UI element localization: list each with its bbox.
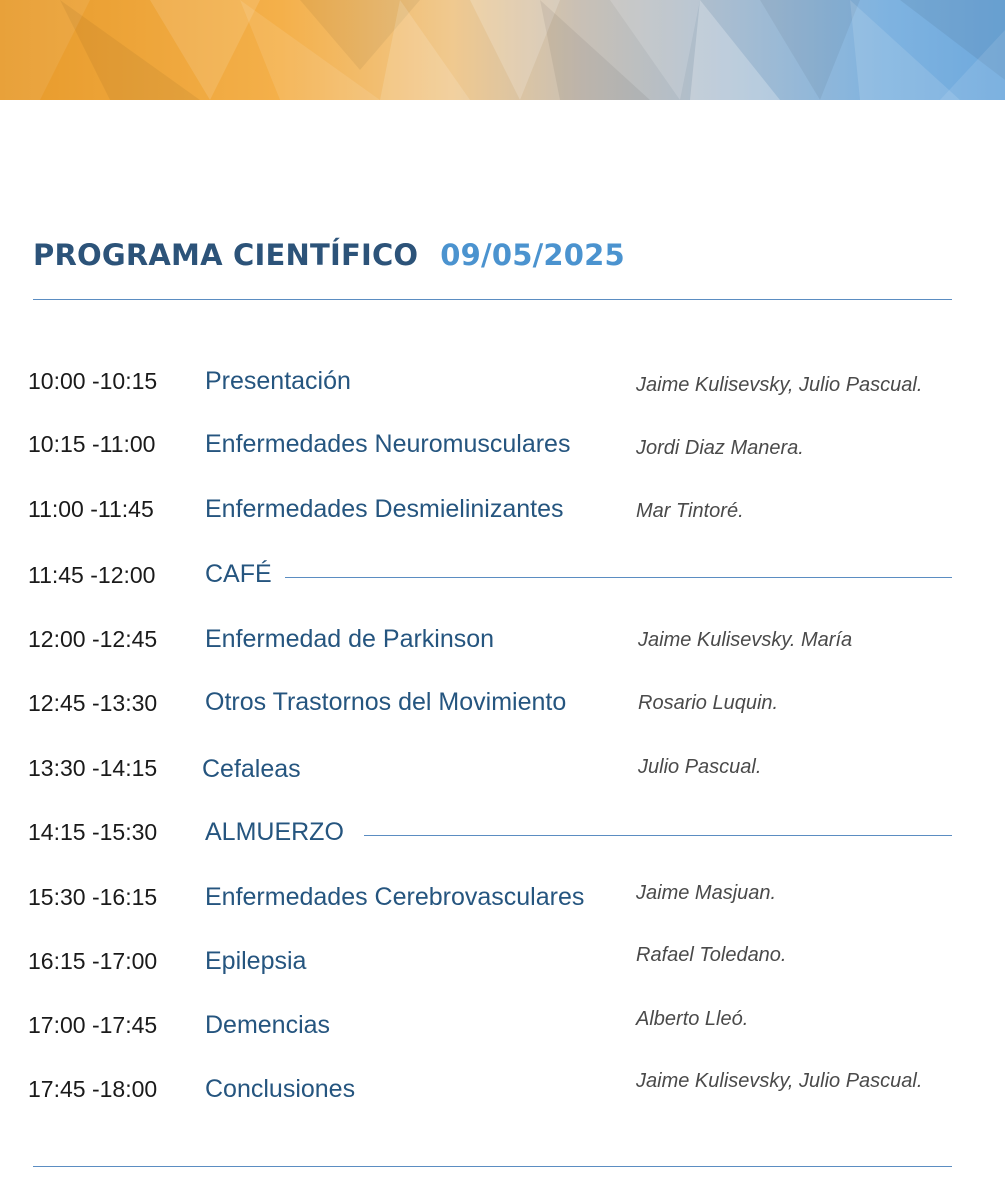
row-time: 13:30 -14:15 xyxy=(28,755,158,781)
row-topic: Enfermedad de Parkinson xyxy=(205,625,495,653)
row-topic: Enfermedades Neuromusculares xyxy=(205,430,571,458)
row-time: 17:00 -17:45 xyxy=(28,1012,158,1038)
row-speaker: Mar Tintoré. xyxy=(636,500,744,522)
page-title xyxy=(33,238,625,284)
footer-divider xyxy=(33,1166,952,1167)
row-topic: Presentación xyxy=(205,367,351,395)
row-speaker: Alberto Lleó. xyxy=(636,1008,749,1030)
row-speaker: Jordi Diaz Manera. xyxy=(636,437,804,459)
row-time: 11:45 -12:00 xyxy=(28,562,156,588)
row-topic: CAFÉ xyxy=(205,560,272,588)
row-time: 10:00 -10:15 xyxy=(28,368,158,394)
row-topic: Cefaleas xyxy=(202,755,301,783)
row-speaker: Jaime Kulisevsky, Julio Pascual. xyxy=(636,374,923,396)
row-speaker: Julio Pascual. xyxy=(638,756,762,778)
row-speaker: Jaime Masjuan. xyxy=(636,882,777,904)
banner-pattern-graphic xyxy=(0,0,1005,100)
break-divider xyxy=(364,835,952,836)
header-banner xyxy=(0,0,1005,100)
row-speaker: Rosario Luquin. xyxy=(638,692,779,714)
row-time: 17:45 -18:00 xyxy=(28,1076,158,1102)
row-time: 12:45 -13:30 xyxy=(28,690,158,716)
title-divider xyxy=(33,299,952,300)
row-time: 10:15 -11:00 xyxy=(28,431,156,457)
row-time: 11:00 -11:45 xyxy=(28,496,154,522)
row-topic: Conclusiones xyxy=(205,1075,356,1103)
row-time: 16:15 -17:00 xyxy=(28,948,158,974)
row-topic: Epilepsia xyxy=(205,947,307,975)
row-speaker: Rafael Toledano. xyxy=(636,944,787,966)
row-time: 15:30 -16:15 xyxy=(28,884,158,910)
row-speaker: Jaime Kulisevsky, Julio Pascual. xyxy=(636,1070,923,1092)
row-topic: Otros Trastornos del Movimiento xyxy=(205,688,567,716)
row-time: 14:15 -15:30 xyxy=(28,819,158,845)
row-topic: Demencias xyxy=(205,1011,331,1039)
row-topic: Enfermedades Cerebrovasculares xyxy=(205,883,585,911)
row-time: 12:00 -12:45 xyxy=(28,626,158,652)
row-topic: Enfermedades Desmielinizantes xyxy=(205,495,564,523)
title-date: 09/05/2025 xyxy=(440,238,625,272)
title-main: PROGRAMA CIENTÍFICO xyxy=(33,238,419,272)
break-divider xyxy=(285,577,952,578)
row-topic: ALMUERZO xyxy=(205,818,344,846)
row-speaker: Jaime Kulisevsky. María xyxy=(638,629,853,651)
